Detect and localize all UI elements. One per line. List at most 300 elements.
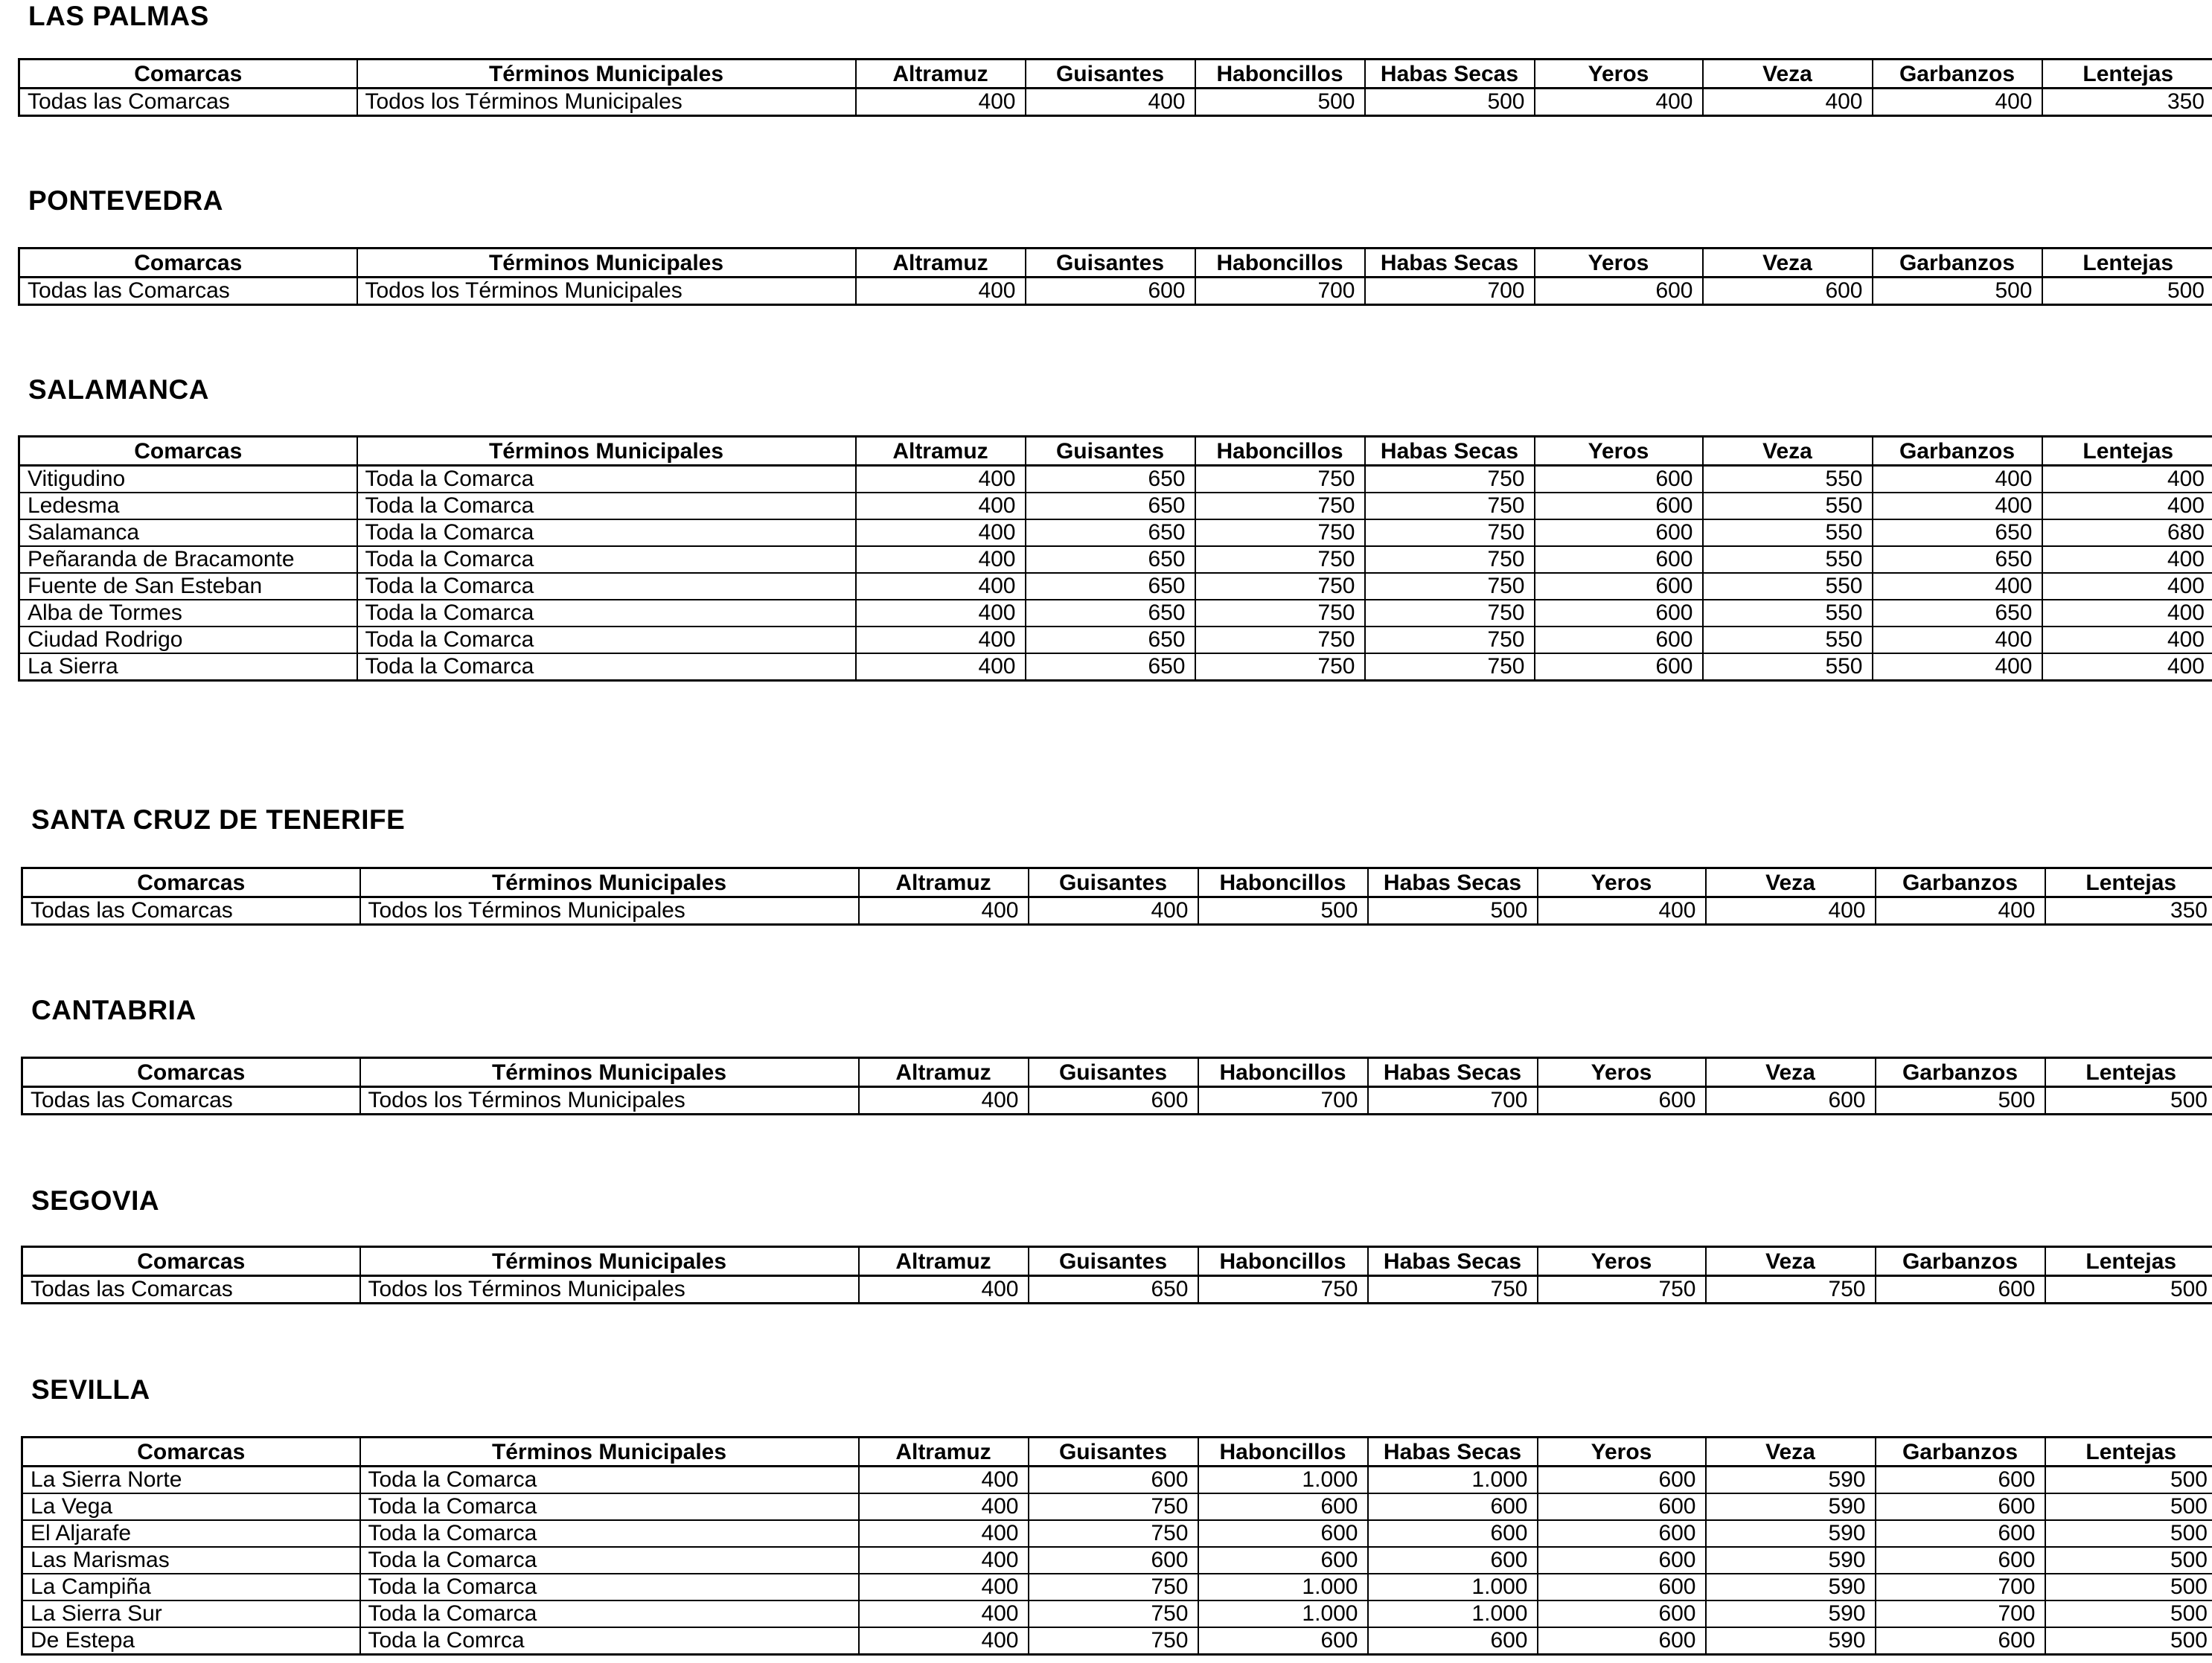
- value-cell: 500: [1198, 897, 1368, 925]
- header-row: [22, 1438, 2212, 1467]
- value-cell: 350: [2045, 897, 2212, 925]
- value-cell: 400: [856, 627, 1026, 653]
- value-cell: 550: [1703, 600, 1873, 627]
- value-cell: 600: [1876, 1467, 2045, 1494]
- terminos-cell: Todos los Términos Municipales: [357, 89, 856, 116]
- value-cell: 550: [1703, 653, 1873, 681]
- value-cell: 500: [2045, 1493, 2212, 1520]
- comarca-cell: Alba de Tormes: [19, 600, 357, 627]
- value-cell: 400: [859, 897, 1029, 925]
- value-cell: 650: [1026, 573, 1195, 600]
- column-header: Veza: [1703, 249, 1873, 278]
- terminos-cell: Toda la Comarca: [357, 653, 856, 681]
- value-cell: 750: [1195, 573, 1365, 600]
- column-header: Garbanzos: [1873, 60, 2042, 89]
- column-header: Altramuz: [859, 1438, 1029, 1467]
- column-header: Haboncillos: [1198, 868, 1368, 897]
- column-header: Lentejas: [2045, 868, 2212, 897]
- value-cell: 400: [1029, 897, 1198, 925]
- value-cell: 650: [1873, 600, 2042, 627]
- value-cell: 650: [1026, 546, 1195, 573]
- column-header: Términos Municipales: [357, 437, 856, 466]
- table-row: [19, 89, 2212, 116]
- value-cell: 600: [1538, 1547, 1706, 1574]
- value-cell: 590: [1706, 1520, 1876, 1547]
- column-header: Comarcas: [22, 1438, 360, 1467]
- terminos-cell: Toda la Comrca: [360, 1627, 859, 1655]
- value-cell: 650: [1029, 1276, 1198, 1304]
- value-cell: 500: [2045, 1574, 2212, 1600]
- column-header: Habas Secas: [1365, 437, 1535, 466]
- value-cell: 400: [1535, 89, 1703, 116]
- value-cell: 590: [1706, 1574, 1876, 1600]
- value-cell: 750: [1538, 1276, 1706, 1304]
- value-cell: 750: [1195, 627, 1365, 653]
- value-cell: 650: [1026, 519, 1195, 546]
- value-cell: 650: [1873, 519, 2042, 546]
- value-cell: 750: [1365, 627, 1535, 653]
- value-cell: 600: [1198, 1520, 1368, 1547]
- column-header: Garbanzos: [1873, 437, 2042, 466]
- value-cell: 400: [856, 278, 1026, 305]
- terminos-cell: Toda la Comarca: [357, 519, 856, 546]
- value-cell: 750: [1365, 546, 1535, 573]
- comarca-cell: Salamanca: [19, 519, 357, 546]
- column-header: Términos Municipales: [360, 1058, 859, 1087]
- data-table: [21, 867, 2212, 926]
- table-row: [22, 1276, 2212, 1304]
- value-cell: 600: [1538, 1493, 1706, 1520]
- column-header: Términos Municipales: [357, 249, 856, 278]
- value-cell: 700: [1195, 278, 1365, 305]
- column-header: Garbanzos: [1873, 249, 2042, 278]
- column-header: Altramuz: [859, 1058, 1029, 1087]
- value-cell: 600: [1535, 278, 1703, 305]
- value-cell: 600: [1538, 1600, 1706, 1627]
- value-cell: 500: [1365, 89, 1535, 116]
- value-cell: 750: [1029, 1493, 1198, 1520]
- column-header: Veza: [1703, 437, 1873, 466]
- column-header: Garbanzos: [1876, 1438, 2045, 1467]
- value-cell: 750: [1029, 1520, 1198, 1547]
- value-cell: 400: [856, 653, 1026, 681]
- header-row: [22, 868, 2212, 897]
- column-header: Veza: [1706, 1058, 1876, 1087]
- column-header: Lentejas: [2042, 437, 2212, 466]
- column-header: Comarcas: [19, 437, 357, 466]
- value-cell: 400: [1538, 897, 1706, 925]
- comarca-cell: Todas las Comarcas: [22, 1087, 360, 1115]
- value-cell: 750: [1195, 519, 1365, 546]
- data-table: [21, 1246, 2212, 1304]
- comarca-cell: La Vega: [22, 1493, 360, 1520]
- value-cell: 550: [1703, 546, 1873, 573]
- value-cell: 500: [1873, 278, 2042, 305]
- value-cell: 600: [1029, 1087, 1198, 1115]
- column-header: Habas Secas: [1368, 1247, 1538, 1276]
- value-cell: 600: [1368, 1520, 1538, 1547]
- column-header: Altramuz: [859, 1247, 1029, 1276]
- table-row: [22, 1627, 2212, 1655]
- terminos-cell: Toda la Comarca: [360, 1493, 859, 1520]
- comarca-cell: La Campiña: [22, 1574, 360, 1600]
- value-cell: 500: [2045, 1087, 2212, 1115]
- value-cell: 400: [859, 1520, 1029, 1547]
- column-header: Veza: [1706, 1438, 1876, 1467]
- value-cell: 500: [2045, 1520, 2212, 1547]
- column-header: Comarcas: [22, 1058, 360, 1087]
- comarca-cell: La Sierra Sur: [22, 1600, 360, 1627]
- value-cell: 590: [1706, 1627, 1876, 1655]
- data-table: [18, 58, 2212, 117]
- value-cell: 600: [1535, 600, 1703, 627]
- column-header: Guisantes: [1026, 249, 1195, 278]
- section-title: SANTA CRUZ DE TENERIFE: [31, 804, 406, 835]
- value-cell: 600: [1538, 1520, 1706, 1547]
- value-cell: 600: [1535, 493, 1703, 519]
- value-cell: 400: [1876, 897, 2045, 925]
- value-cell: 400: [2042, 573, 2212, 600]
- value-cell: 500: [1876, 1087, 2045, 1115]
- value-cell: 750: [1029, 1627, 1198, 1655]
- value-cell: 400: [856, 466, 1026, 493]
- header-row: [22, 1247, 2212, 1276]
- column-header: Haboncillos: [1198, 1058, 1368, 1087]
- value-cell: 400: [859, 1574, 1029, 1600]
- value-cell: 400: [859, 1467, 1029, 1494]
- value-cell: 400: [1873, 627, 2042, 653]
- terminos-cell: Toda la Comarca: [360, 1600, 859, 1627]
- value-cell: 400: [856, 600, 1026, 627]
- value-cell: 400: [2042, 627, 2212, 653]
- value-cell: 590: [1706, 1467, 1876, 1494]
- column-header: Yeros: [1535, 437, 1703, 466]
- column-header: Guisantes: [1029, 1058, 1198, 1087]
- value-cell: 1.000: [1198, 1574, 1368, 1600]
- value-cell: 400: [2042, 466, 2212, 493]
- column-header: Altramuz: [856, 437, 1026, 466]
- column-header: Guisantes: [1029, 868, 1198, 897]
- column-header: Guisantes: [1029, 1438, 1198, 1467]
- value-cell: 600: [1368, 1547, 1538, 1574]
- data-table: [21, 1436, 2212, 1656]
- comarca-cell: Peñaranda de Bracamonte: [19, 546, 357, 573]
- value-cell: 650: [1026, 653, 1195, 681]
- value-cell: 600: [1535, 653, 1703, 681]
- column-header: Términos Municipales: [360, 868, 859, 897]
- data-table: [21, 1057, 2212, 1115]
- column-header: Garbanzos: [1876, 868, 2045, 897]
- value-cell: 400: [1026, 89, 1195, 116]
- value-cell: 750: [1195, 653, 1365, 681]
- value-cell: 650: [1873, 546, 2042, 573]
- section-title: PONTEVEDRA: [28, 185, 223, 216]
- value-cell: 550: [1703, 573, 1873, 600]
- value-cell: 750: [1365, 519, 1535, 546]
- value-cell: 400: [1873, 573, 2042, 600]
- column-header: Haboncillos: [1195, 60, 1365, 89]
- column-header: Yeros: [1535, 249, 1703, 278]
- value-cell: 1.000: [1368, 1600, 1538, 1627]
- value-cell: 600: [1703, 278, 1873, 305]
- table-row: [22, 1087, 2212, 1115]
- header-row: [19, 437, 2212, 466]
- value-cell: 500: [2042, 278, 2212, 305]
- column-header: Comarcas: [22, 868, 360, 897]
- value-cell: 600: [1538, 1627, 1706, 1655]
- table-row: [22, 1493, 2212, 1520]
- column-header: Yeros: [1538, 1438, 1706, 1467]
- terminos-cell: Toda la Comarca: [360, 1520, 859, 1547]
- value-cell: 600: [1535, 546, 1703, 573]
- value-cell: 600: [1538, 1087, 1706, 1115]
- value-cell: 600: [1876, 1547, 2045, 1574]
- value-cell: 400: [1706, 897, 1876, 925]
- terminos-cell: Toda la Comarca: [357, 627, 856, 653]
- value-cell: 750: [1365, 493, 1535, 519]
- value-cell: 750: [1365, 653, 1535, 681]
- terminos-cell: Toda la Comarca: [357, 493, 856, 519]
- header-row: [22, 1058, 2212, 1087]
- terminos-cell: Toda la Comarca: [360, 1467, 859, 1494]
- column-header: Habas Secas: [1368, 1438, 1538, 1467]
- comarca-cell: El Aljarafe: [22, 1520, 360, 1547]
- value-cell: 650: [1026, 493, 1195, 519]
- column-header: Lentejas: [2045, 1058, 2212, 1087]
- value-cell: 700: [1876, 1600, 2045, 1627]
- table-row: [22, 1547, 2212, 1574]
- value-cell: 400: [859, 1547, 1029, 1574]
- terminos-cell: Toda la Comarca: [357, 466, 856, 493]
- value-cell: 600: [1535, 627, 1703, 653]
- table-row: [22, 1520, 2212, 1547]
- comarca-cell: De Estepa: [22, 1627, 360, 1655]
- column-header: Yeros: [1538, 1247, 1706, 1276]
- value-cell: 590: [1706, 1547, 1876, 1574]
- terminos-cell: Todos los Términos Municipales: [360, 1276, 859, 1304]
- table-row: [22, 1574, 2212, 1600]
- column-header: Altramuz: [856, 60, 1026, 89]
- value-cell: 400: [856, 573, 1026, 600]
- comarca-cell: Todas las Comarcas: [19, 278, 357, 305]
- section-title: SEVILLA: [31, 1374, 150, 1405]
- column-header: Yeros: [1538, 868, 1706, 897]
- value-cell: 400: [1703, 89, 1873, 116]
- table-row: [22, 1600, 2212, 1627]
- section-title: LAS PALMAS: [28, 1, 209, 31]
- column-header: Guisantes: [1026, 60, 1195, 89]
- column-header: Habas Secas: [1365, 249, 1535, 278]
- column-header: Guisantes: [1029, 1247, 1198, 1276]
- terminos-cell: Toda la Comarca: [357, 600, 856, 627]
- column-header: Haboncillos: [1195, 249, 1365, 278]
- terminos-cell: Todos los Términos Municipales: [360, 1087, 859, 1115]
- column-header: Lentejas: [2042, 60, 2212, 89]
- value-cell: 600: [1198, 1493, 1368, 1520]
- value-cell: 600: [1876, 1627, 2045, 1655]
- header-row: [19, 249, 2212, 278]
- value-cell: 600: [1538, 1574, 1706, 1600]
- column-header: Guisantes: [1026, 437, 1195, 466]
- value-cell: 500: [2045, 1627, 2212, 1655]
- value-cell: 400: [856, 89, 1026, 116]
- value-cell: 600: [1198, 1547, 1368, 1574]
- value-cell: 400: [859, 1276, 1029, 1304]
- value-cell: 400: [2042, 493, 2212, 519]
- value-cell: 600: [1876, 1520, 2045, 1547]
- table-row: [19, 573, 2212, 600]
- value-cell: 750: [1195, 466, 1365, 493]
- value-cell: 650: [1026, 627, 1195, 653]
- column-header: Habas Secas: [1368, 868, 1538, 897]
- column-header: Habas Secas: [1368, 1058, 1538, 1087]
- value-cell: 750: [1195, 493, 1365, 519]
- value-cell: 600: [1876, 1493, 2045, 1520]
- value-cell: 600: [1535, 466, 1703, 493]
- column-header: Veza: [1706, 1247, 1876, 1276]
- value-cell: 400: [856, 493, 1026, 519]
- value-cell: 400: [859, 1087, 1029, 1115]
- value-cell: 500: [2045, 1467, 2212, 1494]
- value-cell: 500: [2045, 1547, 2212, 1574]
- table-row: [19, 278, 2212, 305]
- value-cell: 750: [1198, 1276, 1368, 1304]
- comarca-cell: Todas las Comarcas: [22, 1276, 360, 1304]
- terminos-cell: Toda la Comarca: [360, 1574, 859, 1600]
- terminos-cell: Toda la Comarca: [357, 546, 856, 573]
- value-cell: 700: [1368, 1087, 1538, 1115]
- value-cell: 750: [1029, 1600, 1198, 1627]
- column-header: Garbanzos: [1876, 1247, 2045, 1276]
- section-title: CANTABRIA: [31, 995, 196, 1025]
- value-cell: 400: [859, 1600, 1029, 1627]
- table-row: [19, 600, 2212, 627]
- value-cell: 400: [856, 546, 1026, 573]
- value-cell: 750: [1368, 1276, 1538, 1304]
- header-row: [19, 60, 2212, 89]
- table-row: [19, 546, 2212, 573]
- value-cell: 550: [1703, 627, 1873, 653]
- value-cell: 1.000: [1198, 1600, 1368, 1627]
- value-cell: 400: [1873, 493, 2042, 519]
- value-cell: 750: [1195, 600, 1365, 627]
- data-table: [18, 435, 2212, 682]
- column-header: Altramuz: [859, 868, 1029, 897]
- value-cell: 600: [1368, 1493, 1538, 1520]
- column-header: Veza: [1706, 868, 1876, 897]
- column-header: Comarcas: [22, 1247, 360, 1276]
- column-header: Comarcas: [19, 249, 357, 278]
- value-cell: 750: [1029, 1574, 1198, 1600]
- comarca-cell: Ledesma: [19, 493, 357, 519]
- value-cell: 400: [2042, 546, 2212, 573]
- value-cell: 600: [1876, 1276, 2045, 1304]
- column-header: Términos Municipales: [360, 1247, 859, 1276]
- column-header: Haboncillos: [1198, 1247, 1368, 1276]
- value-cell: 600: [1029, 1547, 1198, 1574]
- value-cell: 600: [1535, 519, 1703, 546]
- value-cell: 400: [2042, 600, 2212, 627]
- column-header: Lentejas: [2045, 1247, 2212, 1276]
- value-cell: 1.000: [1198, 1467, 1368, 1494]
- value-cell: 550: [1703, 519, 1873, 546]
- value-cell: 500: [1195, 89, 1365, 116]
- value-cell: 350: [2042, 89, 2212, 116]
- comarca-cell: Las Marismas: [22, 1547, 360, 1574]
- column-header: Haboncillos: [1198, 1438, 1368, 1467]
- value-cell: 750: [1365, 466, 1535, 493]
- value-cell: 500: [2045, 1276, 2212, 1304]
- table-row: [19, 466, 2212, 493]
- value-cell: 750: [1365, 600, 1535, 627]
- column-header: Yeros: [1535, 60, 1703, 89]
- column-header: Yeros: [1538, 1058, 1706, 1087]
- section-title: SEGOVIA: [31, 1185, 160, 1216]
- value-cell: 650: [1026, 466, 1195, 493]
- section-title: SALAMANCA: [28, 374, 209, 405]
- column-header: Altramuz: [856, 249, 1026, 278]
- column-header: Lentejas: [2045, 1438, 2212, 1467]
- value-cell: 500: [1368, 897, 1538, 925]
- value-cell: 650: [1026, 600, 1195, 627]
- terminos-cell: Toda la Comarca: [360, 1547, 859, 1574]
- terminos-cell: Todos los Términos Municipales: [360, 897, 859, 925]
- comarca-cell: Ciudad Rodrigo: [19, 627, 357, 653]
- table-row: [19, 653, 2212, 681]
- comarca-cell: La Sierra Norte: [22, 1467, 360, 1494]
- comarca-cell: La Sierra: [19, 653, 357, 681]
- value-cell: 600: [1026, 278, 1195, 305]
- value-cell: 500: [2045, 1600, 2212, 1627]
- comarca-cell: Fuente de San Esteban: [19, 573, 357, 600]
- value-cell: 1.000: [1368, 1574, 1538, 1600]
- table-row: [19, 627, 2212, 653]
- value-cell: 600: [1029, 1467, 1198, 1494]
- column-header: Habas Secas: [1365, 60, 1535, 89]
- value-cell: 750: [1706, 1276, 1876, 1304]
- value-cell: 400: [2042, 653, 2212, 681]
- column-header: Comarcas: [19, 60, 357, 89]
- terminos-cell: Todos los Términos Municipales: [357, 278, 856, 305]
- value-cell: 550: [1703, 493, 1873, 519]
- table-row: [22, 897, 2212, 925]
- value-cell: 400: [1873, 653, 2042, 681]
- comarca-cell: Vitigudino: [19, 466, 357, 493]
- value-cell: 600: [1538, 1467, 1706, 1494]
- column-header: Garbanzos: [1876, 1058, 2045, 1087]
- value-cell: 400: [1873, 466, 2042, 493]
- table-row: [19, 493, 2212, 519]
- column-header: Veza: [1703, 60, 1873, 89]
- value-cell: 600: [1198, 1627, 1368, 1655]
- value-cell: 400: [856, 519, 1026, 546]
- column-header: Lentejas: [2042, 249, 2212, 278]
- value-cell: 700: [1198, 1087, 1368, 1115]
- table-row: [19, 519, 2212, 546]
- value-cell: 700: [1876, 1574, 2045, 1600]
- data-table: [18, 247, 2212, 306]
- value-cell: 400: [859, 1493, 1029, 1520]
- value-cell: 550: [1703, 466, 1873, 493]
- value-cell: 1.000: [1368, 1467, 1538, 1494]
- column-header: Términos Municipales: [357, 60, 856, 89]
- table-row: [22, 1467, 2212, 1494]
- value-cell: 600: [1706, 1087, 1876, 1115]
- comarca-cell: Todas las Comarcas: [22, 897, 360, 925]
- value-cell: 590: [1706, 1600, 1876, 1627]
- value-cell: 400: [1873, 89, 2042, 116]
- column-header: Haboncillos: [1195, 437, 1365, 466]
